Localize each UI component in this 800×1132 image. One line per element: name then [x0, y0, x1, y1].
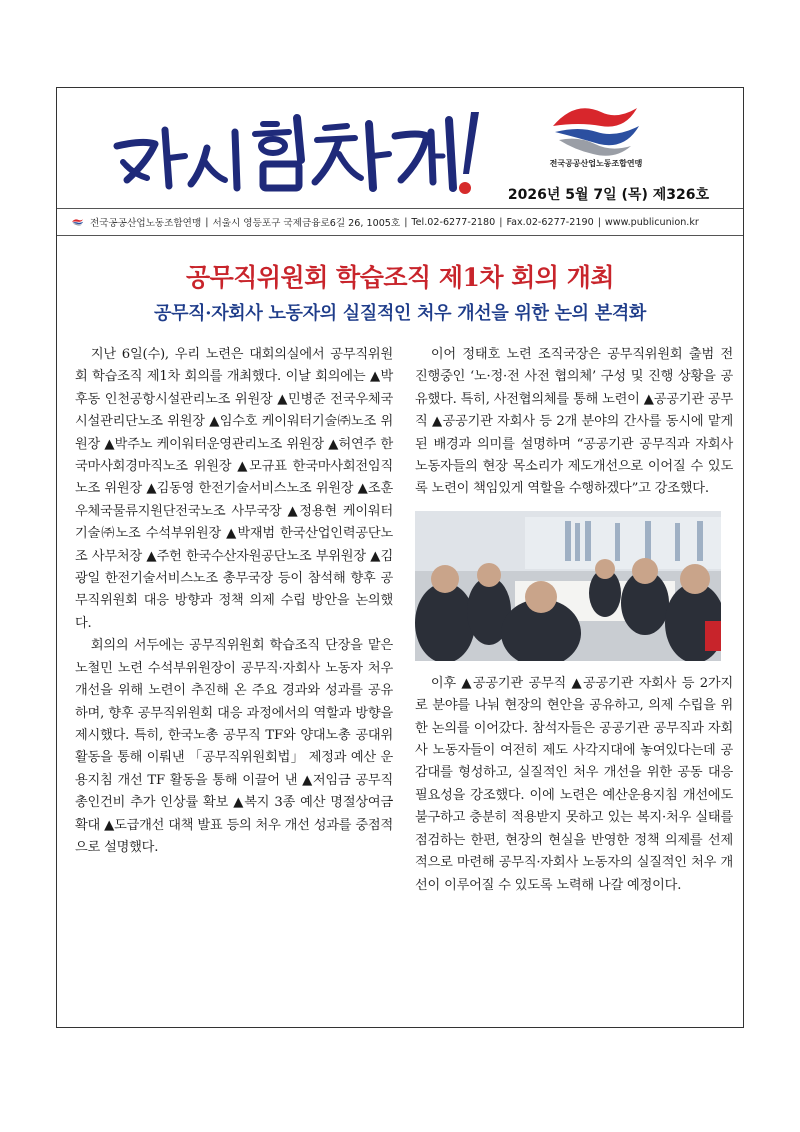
- meeting-photo: [415, 511, 721, 661]
- contact-separator: |: [205, 216, 209, 228]
- article-paragraph: 이어 정태호 노련 조직국장은 공무직위원회 출범 전 진행중인 ‘노·정·전 사전 협의체’ 구성 및 진행 상황을 공유했다. 특히, 사전협의체를 통해 노련이 ▲공공기관 공무직 ▲공공기관 자회사 등 2개 분야의 간사를 동시에 맡게 된 배경과 의미를 설명하며 “공공기관 공무직과 자회사 노동자들의 현장 목소리가 제도개선으로 이어질 수 있도록 노련이 책임있게 역할을 수행하겠다”고 강조했다.: [415, 347, 733, 497]
- article-column-left: [75, 344, 393, 859]
- masthead: [57, 88, 743, 208]
- contact-separator: |: [404, 216, 408, 228]
- article-paragraph: 회의의 서두에는 공무직위원회 학습조직 단장을 맡은 노철민 노련 수석부위원장이 공무직·자회사 노동자 처우 개선을 위해 노련이 추진해 온 주요 경과와 성과를 공유하며, 향후 공무직위원회 대응 과정에서의 역할과 방향을 제시했다. 특히, 한국노총 공무직 TF와 양대노총 공대위 활동을 통해 이뤄낸 「공무직위원회법」 제정과 예산 운용지침 개선 TF 활동을 통해 이끌어 낸 ▲저임금 공무직 총인건비 추가 인상률 확보 ▲복지 3종 예산 명절상여금 확대 ▲도급개선 대책 발표 등의 처우 개선 성과를 중점적으로 설명했다.: [75, 638, 393, 855]
- contact-org: 전국공공산업노동조합연맹: [90, 218, 202, 229]
- article-paragraph: 이후 ▲공공기관 공무직 ▲공공기관 자회사 등 2가지로 분야를 나눠 현장의 현안을 공유하고, 의제 수립을 위한 논의를 이어갔다. 참석자들은 공공기관 공무직과 자회사 노동자들이 여전히 제도 사각지대에 놓여있다는데 공감대를 형성하고, 실질적인 처우 개선을 위한 공동 대응 필요성을 강조했다. 이에 노련은 예산운용지침 개선에도 불구하고 충분히 적용받지 못하고 있는 복지·처우 실태를 점검하는 한편, 현장의 현실을 반영한 정책 의제를 선제적으로 마련해 공무직·자회사 노동자의 실질적인 처우 개선이 이루어질 수 있도록 노력해 나갈 예정이다.: [415, 675, 733, 893]
- contact-address: 서울시 영등포구 국제금융로6길 26, 1005호: [212, 218, 401, 229]
- contact-bar: [57, 208, 743, 236]
- newsletter-page: [56, 87, 744, 1028]
- union-logo-icon: [545, 96, 645, 160]
- contact-separator: |: [499, 216, 503, 228]
- article-paragraph: 지난 6일(수), 우리 노련은 대회의실에서 공무직위원회 학습조직 제1차 회의를 개최했다. 이날 회의에는 ▲박후동 인천공항시설관리노조 위원장 ▲민병준 전국우체국시설관리단노조 위원장 ▲임수호 케이워터기술㈜노조 위원장 ▲박주노 케이워터운영관리노조 위원장 ▲허연주 한국마사회경마직노조 위원장 ▲모규표 한국마사회전임직노조 위원장 ▲김동영 한전기술서비스노조 위원장 ▲조훈 우체국물류지원단전국노조 사무국장 ▲정용현 케이워터기술㈜노조 수석부위원장 ▲박재범 한국산업인력공단노조 사무처장 ▲주헌 한국수산자원공단노조 부위원장 ▲김광일 한전기술서비스노조 총무국장 등이 참석해 향후 공무직위원회 대응 방향과 정책 의제 수립 방안을 논의했다.: [75, 347, 393, 631]
- contact-tel: Tel.02-6277-2180: [411, 216, 496, 228]
- masthead-title-script: [103, 102, 483, 202]
- article-column-right: [415, 344, 733, 897]
- contact-separator: |: [597, 216, 601, 228]
- union-mini-logo-icon: [71, 217, 84, 227]
- contact-fax: Fax.02-6277-2190: [506, 216, 594, 228]
- article-headline: 공무직위원회 학습조직 제1차 회의 개최: [185, 263, 615, 292]
- article-subhead: 공무직·자회사 노동자의 실질적인 처우 개선을 위한 논의 본격화: [153, 303, 647, 324]
- org-name-under-logo: 전국공공산업노동조합연맹: [549, 159, 643, 168]
- contact-website: www.publicunion.kr: [604, 216, 699, 228]
- issue-date: 2026년 5월 7일 (목) 제326호: [507, 187, 709, 203]
